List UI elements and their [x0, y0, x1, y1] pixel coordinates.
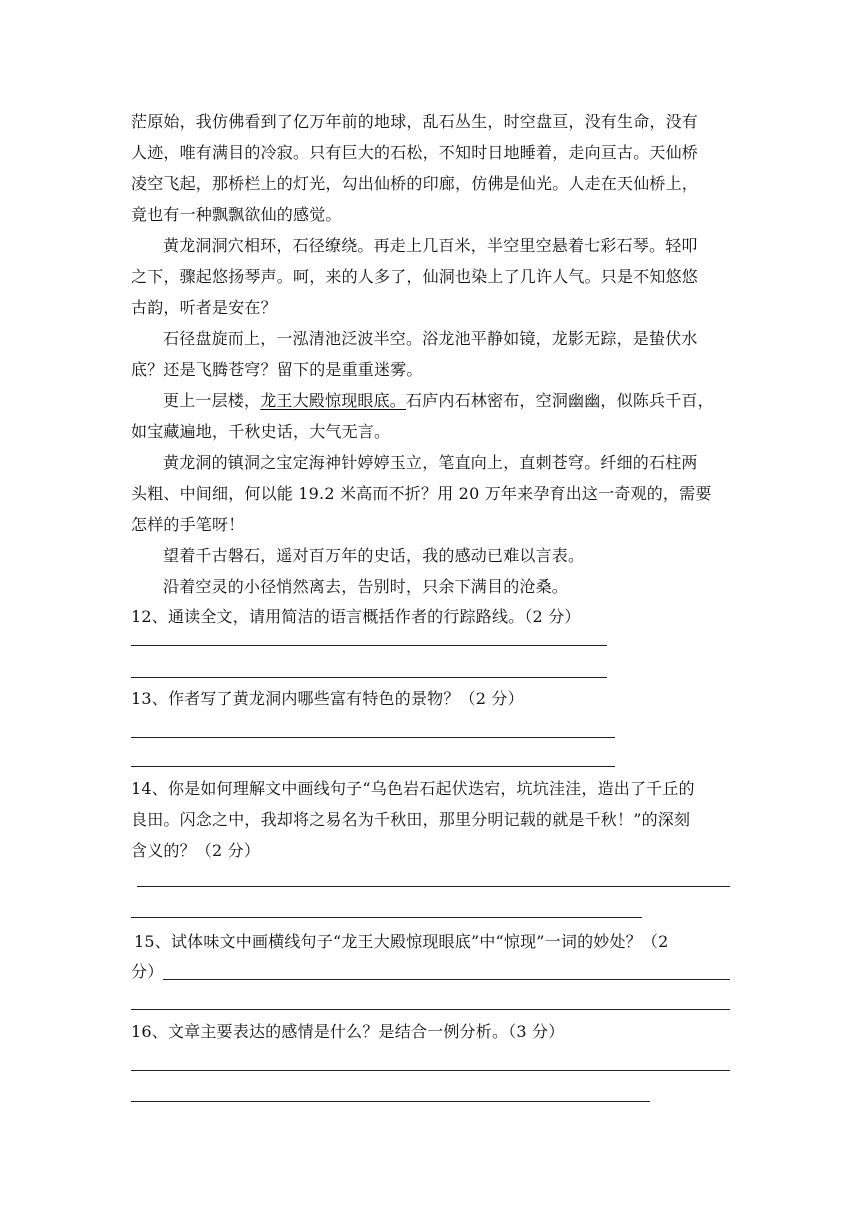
passage-line-12: 头粗、中间细，何以能 19.2 米高而不折？用 20 万年来孕育出这一奇观的，需要 [131, 484, 712, 503]
passage-line-4: 竟也有一种飘飘欲仙的感觉。 [131, 205, 342, 224]
passage-line-13: 怎样的手笔呀！ [131, 515, 245, 534]
passage-line-5: 黄龙洞洞穴相环，石径缭绕。再走上几百米，半空里空悬着七彩石琴。轻叩 [163, 236, 698, 255]
answer-line-q16-2[interactable] [131, 1101, 650, 1102]
question-14-line-3: 含义的？（2 分） [131, 841, 261, 860]
question-12: 12、通读全文，请用简洁的语言概括作者的行踪路线。（2 分） [131, 607, 581, 626]
passage-line-3: 凌空飞起，那桥栏上的灯光，勾出仙桥的印廊，仿佛是仙光。人走在天仙桥上， [131, 174, 699, 193]
answer-line-q12-1[interactable] [131, 645, 607, 646]
question-14-line-1: 14、你是如何理解文中画线句子“乌色岩石起伏迭宕，坑坑洼洼，造出了千丘的 [131, 779, 695, 798]
passage-line-11: 黄龙洞的镇洞之宝定海神针婷婷玉立，笔直向上，直刺苍穹。纤细的石柱两 [163, 453, 698, 472]
answer-line-q13-2[interactable] [131, 766, 615, 767]
sentence-before: 更上一层楼， [163, 391, 261, 410]
answer-line-q14-2[interactable] [131, 917, 642, 918]
passage-line-8: 石径盘旋而上，一泓清池泛波半空。浴龙池平静如镜，龙影无踪，是蛰伏水 [163, 329, 698, 348]
passage-line-6: 之下，骤起悠扬琴声。呵，来的人多了，仙洞也染上了几许人气。只是不知悠悠 [131, 267, 699, 286]
passage-line-10: 如宝藏遍地，千秋史话，大气无言。 [131, 422, 391, 441]
sentence-after: 石庐内石林密布，空洞幽幽，似陈兵千百， [406, 391, 714, 410]
question-16: 16、文章主要表达的感情是什么？是结合一例分析。（3 分） [131, 1022, 565, 1041]
answer-line-q12-2[interactable] [131, 677, 607, 678]
underlined-sentence: 龙王大殿惊现眼底。 [260, 391, 407, 410]
passage-line-underlined [163, 391, 714, 411]
answer-line-q16-1[interactable] [131, 1070, 730, 1071]
passage-line-15: 沿着空灵的小径悄然离去，告别时，只余下满目的沧桑。 [163, 577, 569, 596]
passage-line-2: 人迹，唯有满目的冷寂。只有巨大的石松，不知时日地睡着，走向亘古。天仙桥 [131, 143, 699, 162]
question-13: 13、作者写了黄龙洞内哪些富有特色的景物？（2 分） [131, 689, 524, 708]
passage-line-1: 茫原始，我仿佛看到了亿万年前的地球，乱石丛生，时空盘亘，没有生命，没有 [131, 112, 699, 131]
passage-line-7: 古韵，听者是安在？ [131, 298, 277, 317]
passage-line-14: 望着千古磐石，遥对百万年的史话，我的感动已难以言表。 [163, 546, 585, 565]
passage-line-9: 底？还是飞腾苍穹？留下的是重重迷雾。 [131, 360, 423, 379]
answer-line-q15-1[interactable] [163, 979, 730, 980]
answer-line-q15-2[interactable] [131, 1009, 730, 1010]
answer-line-q13-1[interactable] [131, 737, 615, 738]
answer-line-q14-1[interactable] [137, 886, 730, 887]
question-15-line-1: 15、试体味文中画横线句子“龙王大殿惊现眼底”中“惊现”一词的妙处？（2 [134, 932, 669, 951]
question-15-line-2: 分） [131, 962, 164, 981]
question-14-line-2: 良田。闪念之中，我却将之易名为千秋田，那里分明记载的就是千秋！”的深刻 [131, 810, 691, 829]
